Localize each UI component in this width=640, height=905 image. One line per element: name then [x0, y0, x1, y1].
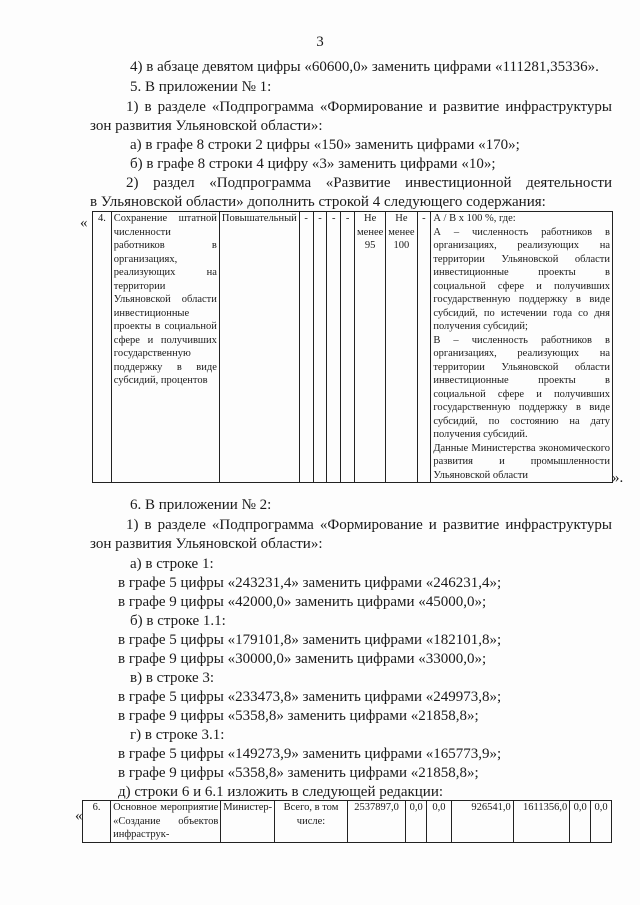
table-row: [83, 801, 612, 843]
table-cell-direction: Повышательный: [219, 212, 299, 483]
text-line: зон развития Ульяновской области»:: [90, 536, 323, 552]
text-line: 1) в разделе «Подпрограмма «Формирование и развитие инфраструктуры: [126, 517, 612, 533]
indicator-table: [92, 211, 613, 483]
page-number: 3: [316, 34, 324, 50]
table-cell-value: 926541,0: [451, 801, 513, 843]
table-cell-value: 0,0: [591, 801, 612, 843]
table-cell-value: 1611356,0: [513, 801, 570, 843]
definition-a: А – численность работников в организациях, реализующих на территории Ульяновской области инвестиционные проекты в социальной сфере и получивших государственную поддержку в виде субсидий, по истечении года со дня получения субсидий;: [433, 226, 610, 332]
text-line: 5. В приложении № 1:: [130, 79, 272, 95]
table-cell-total: Всего, в том числе:: [275, 801, 348, 843]
text-line: г) в строке 3.1:: [130, 727, 225, 743]
text-line: в графе 9 цифры «5358,8» заменить цифрами «21858,8»;: [118, 708, 479, 724]
formula-text: А / В х 100 %, где:: [433, 213, 516, 224]
text-line: 4) в абзаце девятом цифры «60600,0» заменить цифрами «111281,35336».: [130, 59, 599, 75]
table-cell-name: Основное мероприятие «Создание объектов инфраструк-: [111, 801, 221, 843]
quote-open: «: [75, 808, 83, 824]
text-line: в графе 5 цифры «243231,4» заменить цифрами «246231,4»;: [118, 575, 502, 591]
text-line: 1) в разделе «Подпрограмма «Формирование и развитие инфраструктуры: [126, 99, 612, 115]
text-line: в графе 9 цифры «42000,0» заменить цифрами «45000,0»;: [118, 594, 487, 610]
table-cell-executor: Министер-: [221, 801, 275, 843]
budget-table: [82, 800, 612, 843]
table-cell-dash: -: [327, 212, 341, 483]
quote-close: ».: [612, 470, 624, 486]
text-line: 2) раздел «Подпрограмма «Развитие инвестиционной деятельности: [126, 175, 612, 191]
table-cell-value: 0,0: [427, 801, 452, 843]
table-cell-dash: -: [417, 212, 431, 483]
table-cell-dash: -: [299, 212, 313, 483]
table-cell-target-1: Не менее 95: [355, 212, 386, 483]
text-line: а) в графе 8 строки 2 цифры «150» заменить цифрами «170»;: [130, 137, 520, 153]
table-cell-target-2: Не менее 100: [386, 212, 417, 483]
text-line: в графе 5 цифры «179101,8» заменить цифрами «182101,8»;: [118, 632, 502, 648]
text-line: 6. В приложении № 2:: [130, 497, 272, 513]
table-cell-num: 4.: [93, 212, 112, 483]
text-line: б) в строке 1.1:: [130, 613, 226, 629]
table-row: [93, 212, 613, 483]
text-line: в графе 9 цифры «5358,8» заменить цифрами «21858,8»;: [118, 765, 479, 781]
text-line: в графе 5 цифры «149273,9» заменить цифрами «165773,9»;: [118, 746, 502, 762]
table-cell-value: 0,0: [406, 801, 427, 843]
table-cell-dash: -: [341, 212, 355, 483]
table-cell-name: Сохранение штатной численности работников в организациях, реализующих на территории Ульяновской области инвестиционные проекты в социальной сфере и получивших государственную поддержку в виде субсидий, процентов: [111, 212, 219, 483]
table-cell-value: 0,0: [570, 801, 591, 843]
text-line: д) строки 6 и 6.1 изложить в следующей редакции:: [118, 784, 444, 800]
definition-b: В – численность работников в организациях, реализующих на территории Ульяновской области инвестиционные проекты в социальной сфере и получивших государственную поддержку в виде субсидий, по состоянию на дату получения субсидий.: [433, 334, 610, 440]
text-line: в графе 9 цифры «30000,0» заменить цифрами «33000,0»;: [118, 651, 487, 667]
data-source: Данные Министерства экономического развития и промышленности Ульяновской области: [433, 442, 610, 481]
quote-open: «: [80, 215, 88, 231]
text-line: в графе 5 цифры «233473,8» заменить цифрами «249973,8»;: [118, 689, 502, 705]
text-line: б) в графе 8 строки 4 цифру «3» заменить цифрами «10»;: [130, 156, 496, 172]
text-line: в) в строке 3:: [130, 670, 215, 686]
text-line: зон развития Ульяновской области»:: [90, 118, 323, 134]
table-cell-num: 6.: [83, 801, 111, 843]
table-cell-value: 2537897,0: [347, 801, 405, 843]
text-line: а) в строке 1:: [130, 556, 214, 572]
table-cell-method: [431, 212, 613, 483]
text-line: в Ульяновской области» дополнить строкой 4 следующего содержания:: [90, 194, 546, 210]
table-cell-dash: -: [313, 212, 327, 483]
